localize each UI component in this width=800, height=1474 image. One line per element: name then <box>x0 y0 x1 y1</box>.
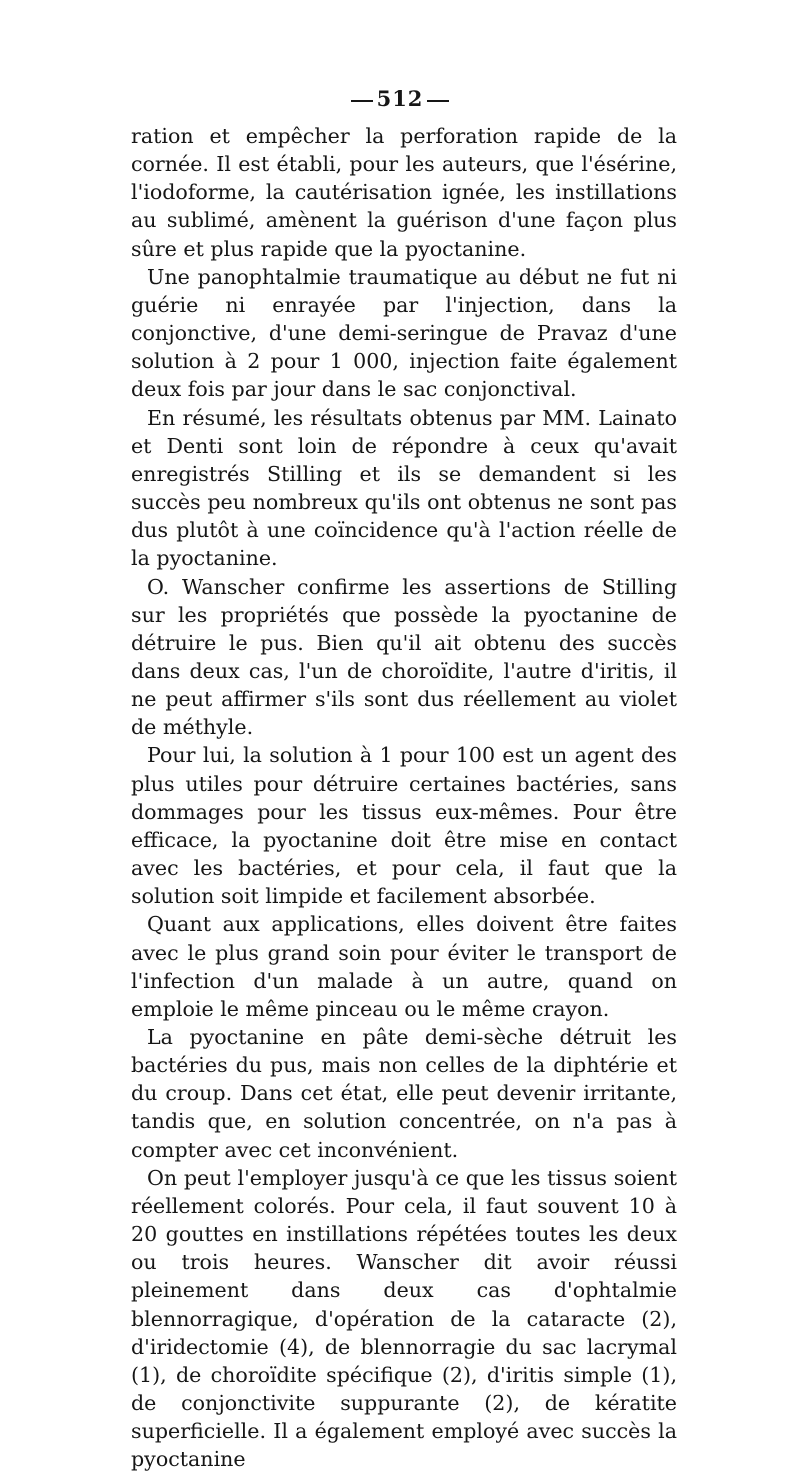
paragraph: O. Wanscher confirme les assertions de Stilling sur les propriétés que possède la pyoctanine de détruire le pus. Bien qu'il ait obtenu des succès dans deux cas, l'un de choroïdite, l'autre d'iritis, il ne peut affirmer s'ils sont dus réellement au violet de méthyle. <box>131 574 677 740</box>
body-text <box>131 122 677 1474</box>
paragraph: Pour lui, la solution à 1 pour 100 est un agent des plus utiles pour détruire certaines bactéries, sans dommages pour les tissus eux-mêmes. Pour être efficace, la pyoctanine doit être mise en contact avec les bactéries, et pour cela, il faut que la solution soit limpide et facilement absorbée. <box>131 743 677 909</box>
page-number-dash-left <box>351 100 373 102</box>
paragraph: Une panophtalmie traumatique au début ne fut ni guérie ni enrayée par l'injection, dans la conjonctive, d'une demi-seringue de Pravaz d'une solution à 2 pour 1 000, injection faite également deux fois par jour dans le sac conjonctival. <box>131 264 677 402</box>
page-number-dash-right <box>427 100 449 102</box>
page-number <box>0 86 800 111</box>
page-number-value: 512 <box>376 86 424 111</box>
paragraph: En résumé, les résultats obtenus par MM. Lainato et Denti sont loin de répondre à ceux qu'avait enregistrés Stilling et ils se demandent si les succès peu nombreux qu'ils ont obtenus ne sont pas dus plutôt à une coïncidence qu'à l'action réelle de la pyoctanine. <box>131 405 677 571</box>
paragraph: On peut l'employer jusqu'à ce que les tissus soient réellement colorés. Pour cela, il faut souvent 10 à 20 gouttes en instillations répétées toutes les deux ou trois heures. Wanscher dit avoir réussi pleinement dans deux cas d'ophtalmie blennorragique, d'opération de la cataracte (2), d'iridectomie (4), de blennorragie du sac lacrymal (1), de choroïdite spécifique (2), d'iritis simple (1), de conjonctivite suppurante (2), de kératite superficielle. Il a également employé avec succès la pyoctanine <box>131 1165 677 1472</box>
paragraph: ration et empêcher la perforation rapide de la cornée. Il est établi, pour les auteurs, que l'ésérine, l'iodoforme, la cautérisation ignée, les instillations au sublimé, amènent la guérison d'une façon plus sûre et plus rapide que la pyoctanine. <box>131 124 677 261</box>
paragraph: La pyoctanine en pâte demi-sèche détruit les bactéries du pus, mais non celles de la diphtérie et du croup. Dans cet état, elle peut devenir irritante, tandis que, en solution concentrée, on n'a pas à compter avec cet inconvénient. <box>131 1025 677 1162</box>
paragraph: Quant aux applications, elles doivent être faites avec le plus grand soin pour éviter le transport de l'infection d'un malade à un autre, quand on emploie le même pinceau ou le même crayon. <box>131 912 677 1021</box>
